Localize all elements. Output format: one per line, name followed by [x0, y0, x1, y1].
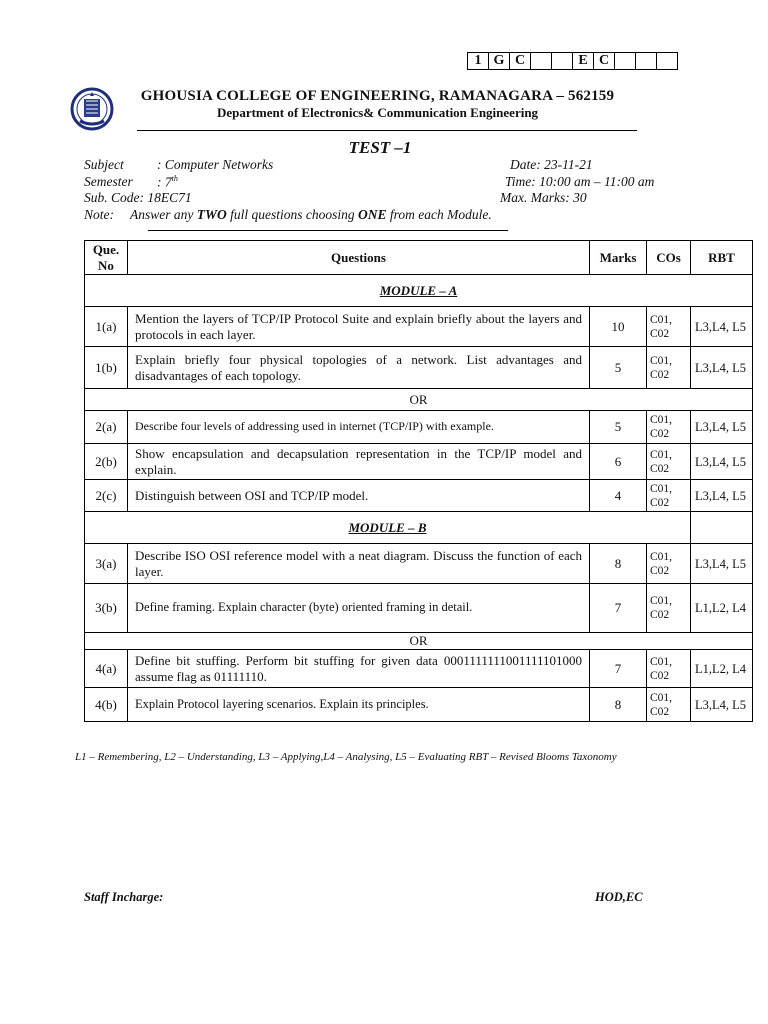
question-cos: C01, C02 [647, 444, 691, 480]
header-rbt: RBT [691, 241, 753, 275]
question-number: 4(a) [85, 650, 128, 688]
note-part: full questions choosing [226, 207, 358, 222]
header-rule [137, 130, 637, 131]
usn-boxes [467, 52, 678, 70]
note-part: from each Module. [386, 207, 492, 222]
questions-table [84, 240, 753, 722]
note-label: Note: [84, 207, 114, 222]
question-cos: C01, C02 [647, 411, 691, 444]
question-marks: 7 [590, 650, 647, 688]
question-number: 1(a) [85, 307, 128, 347]
question-rbt: L3,L4, L5 [691, 307, 753, 347]
question-rbt: L1,L2, L4 [691, 650, 753, 688]
question-rbt: L3,L4, L5 [691, 411, 753, 444]
table-row [85, 584, 753, 633]
question-number: 2(a) [85, 411, 128, 444]
question-text: Describe ISO OSI reference model with a neat diagram. Discuss the function of each layer. [128, 544, 590, 584]
question-rbt: L3,L4, L5 [691, 347, 753, 389]
table-row [85, 347, 753, 389]
note-text [130, 207, 492, 223]
question-text: Define bit stuffing. Perform bit stuffing for given data 0001111111001111101000 assume flag as 01111110. [128, 650, 590, 688]
question-rbt: L3,L4, L5 [691, 444, 753, 480]
question-text: Explain Protocol layering scenarios. Explain its principles. [128, 688, 590, 722]
college-crest-icon [70, 86, 114, 132]
question-text: Describe four levels of addressing used in internet (TCP/IP) with example. [128, 411, 590, 444]
or-divider: OR [85, 389, 753, 411]
rbt-legend: L1 – Remembering, L2 – Understanding, L3 – Applying,L4 – Analysing, L5 – Evaluating RBT – Revised Blooms Taxonomy [75, 751, 617, 763]
question-rbt: L1,L2, L4 [691, 584, 753, 633]
subject-value: : Computer Networks [157, 157, 274, 172]
semester-label: Semester [84, 174, 133, 189]
or-row [85, 633, 753, 650]
question-cos: C01, C02 [647, 688, 691, 722]
table-row [85, 307, 753, 347]
question-cos: C01, C02 [647, 347, 691, 389]
question-marks: 5 [590, 411, 647, 444]
table-row [85, 544, 753, 584]
question-cos: C01, C02 [647, 584, 691, 633]
question-text: Show encapsulation and decapsulation representation in the TCP/IP model and explain. [128, 444, 590, 480]
exam-date: Date: 23-11-21 [510, 157, 593, 172]
question-number: 2(c) [85, 480, 128, 512]
question-text: Mention the layers of TCP/IP Protocol Suite and explain briefly about the layers and protocols in each layer. [128, 307, 590, 347]
header-qno: Que. No [85, 241, 128, 275]
or-row [85, 389, 753, 411]
usn-cell: E [573, 53, 594, 69]
usn-cell [531, 53, 552, 69]
module-b-title: MODULE – B [85, 512, 691, 544]
question-number: 4(b) [85, 688, 128, 722]
question-number: 2(b) [85, 444, 128, 480]
question-cos: C01, C02 [647, 544, 691, 584]
empty-cell [691, 512, 753, 544]
header-questions: Questions [128, 241, 590, 275]
module-a-title: MODULE – A [85, 275, 753, 307]
usn-cell [657, 53, 677, 69]
usn-cell [615, 53, 636, 69]
question-marks: 6 [590, 444, 647, 480]
semester-value [157, 174, 178, 191]
subject-code: Sub. Code: 18EC71 [84, 190, 192, 205]
module-row [85, 512, 753, 544]
exam-time: Time: 10:00 am – 11:00 am [505, 174, 655, 189]
semester-suffix: th [171, 174, 178, 183]
table-row [85, 688, 753, 722]
staff-incharge-label: Staff Incharge: [84, 890, 164, 904]
question-marks: 7 [590, 584, 647, 633]
usn-cell: 1 [468, 53, 489, 69]
hod-label: HOD,EC [595, 890, 643, 904]
question-number: 3(b) [85, 584, 128, 633]
subject-label: Subject [84, 157, 124, 172]
max-marks: Max. Marks: 30 [500, 190, 587, 205]
table-row [85, 480, 753, 512]
note-emphasis: TWO [196, 207, 227, 222]
table-header-row [85, 241, 753, 275]
question-marks: 10 [590, 307, 647, 347]
question-cos: C01, C02 [647, 650, 691, 688]
question-cos: C01, C02 [647, 307, 691, 347]
question-number: 3(a) [85, 544, 128, 584]
question-text: Define framing. Explain character (byte) oriented framing in detail. [128, 584, 590, 633]
question-text: Distinguish between OSI and TCP/IP model. [128, 480, 590, 512]
question-marks: 8 [590, 544, 647, 584]
question-rbt: L3,L4, L5 [691, 688, 753, 722]
header-cos: COs [647, 241, 691, 275]
question-marks: 8 [590, 688, 647, 722]
or-divider: OR [85, 633, 753, 650]
question-marks: 5 [590, 347, 647, 389]
question-cos: C01, C02 [647, 480, 691, 512]
question-marks: 4 [590, 480, 647, 512]
note-emphasis: ONE [358, 207, 387, 222]
test-title: TEST –1 [348, 138, 412, 157]
usn-cell [552, 53, 573, 69]
table-row [85, 650, 753, 688]
college-name: GHOUSIA COLLEGE OF ENGINEERING, RAMANAGARA – 562159 [140, 88, 615, 104]
usn-cell: G [489, 53, 510, 69]
question-rbt: L3,L4, L5 [691, 544, 753, 584]
table-row [85, 411, 753, 444]
module-row [85, 275, 753, 307]
question-number: 1(b) [85, 347, 128, 389]
note-rule [148, 230, 508, 231]
usn-cell [636, 53, 657, 69]
table-row [85, 444, 753, 480]
semester-number: : 7 [157, 174, 172, 190]
header-marks: Marks [590, 241, 647, 275]
note-part: Answer any [130, 207, 197, 222]
question-text: Explain briefly four physical topologies of a network. List advantages and disadvantages of each topology. [128, 347, 590, 389]
question-rbt: L3,L4, L5 [691, 480, 753, 512]
department-name: Department of Electronics& Communication Engineering [216, 105, 539, 120]
usn-cell: C [510, 53, 531, 69]
usn-cell: C [594, 53, 615, 69]
